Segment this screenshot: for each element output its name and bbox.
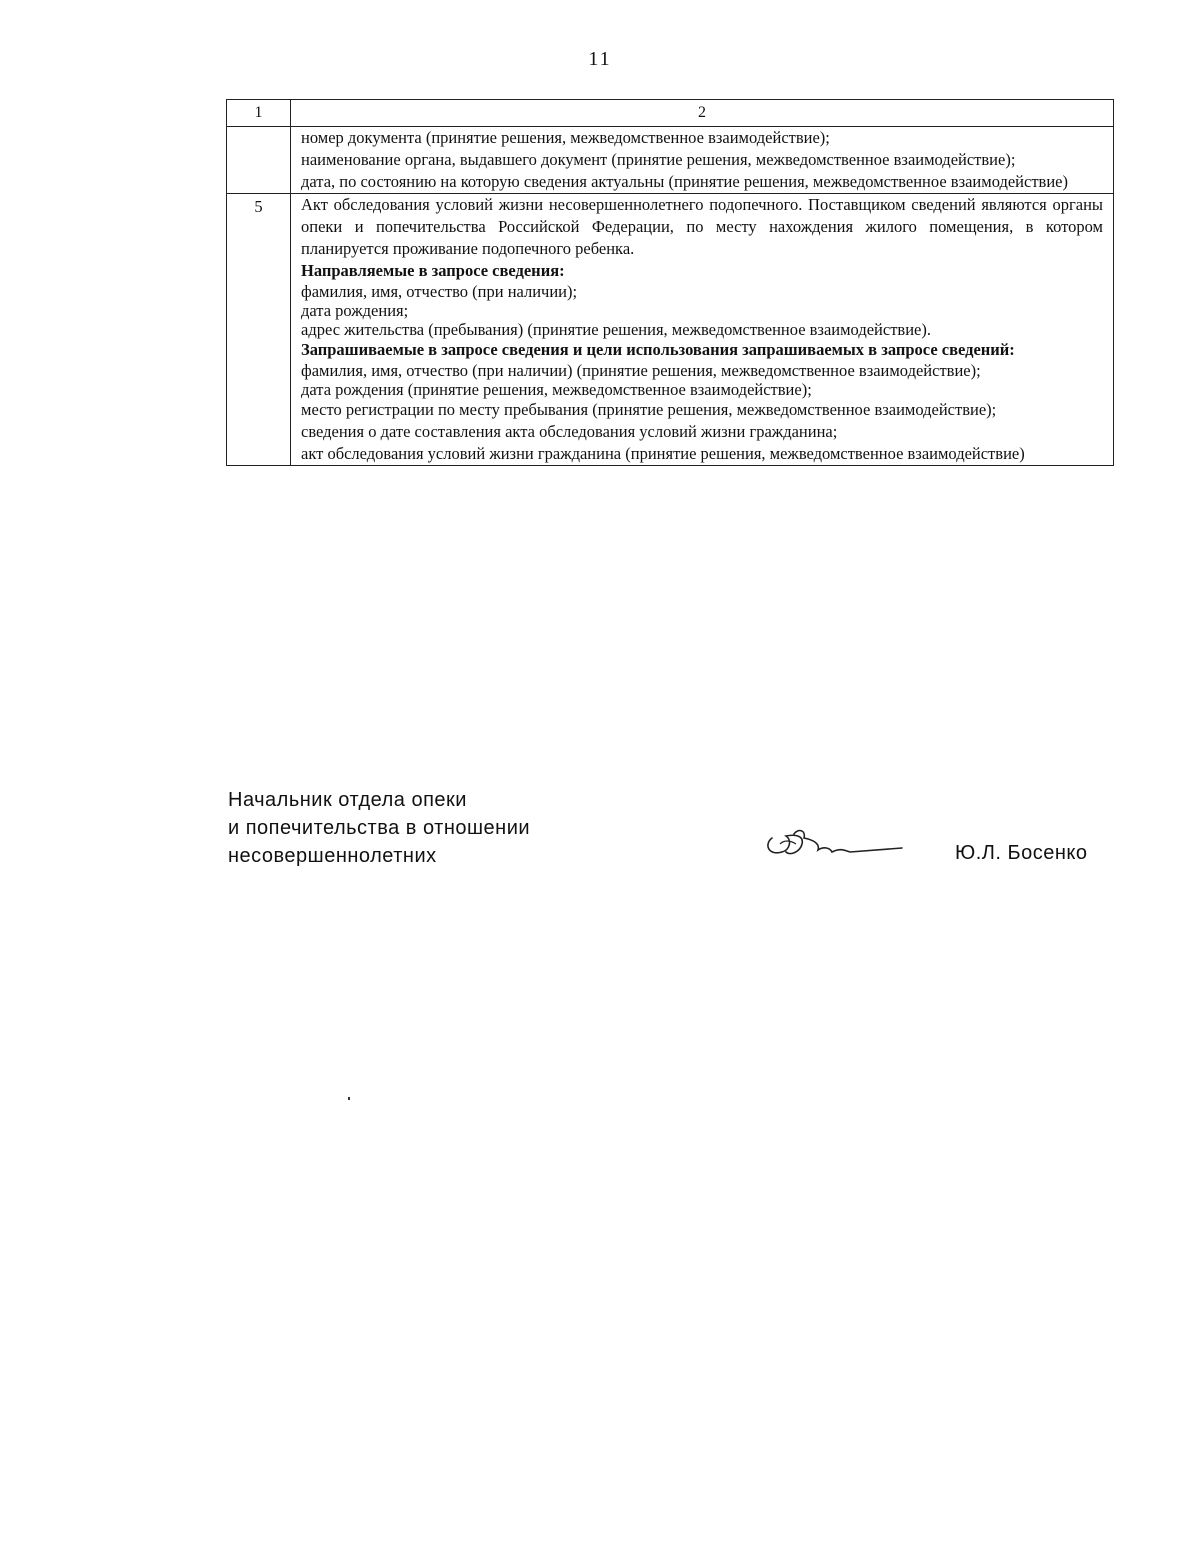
paragraph: акт обследования условий жизни гражданина (принятие решения, межведомственное взаимодействие) xyxy=(301,444,1025,463)
signer-position-line: несовершеннолетних xyxy=(228,845,437,867)
signer-position-line: Начальник отдела опеки xyxy=(228,789,467,811)
paragraph: дата рождения (принятие решения, межведомственное взаимодействие); xyxy=(301,380,812,399)
table-header-row xyxy=(227,100,1114,127)
paragraph: дата рождения; xyxy=(301,301,409,320)
row-content-cell xyxy=(291,127,1114,194)
paragraph: фамилия, имя, отчество (при наличии) (принятие решения, межведомственное взаимодействие); xyxy=(301,361,981,380)
section-heading: Запрашиваемые в запросе сведения и цели использования запрашиваемых в запросе сведений: xyxy=(301,340,1015,359)
signer-position-line: и попечительства в отношении xyxy=(228,817,531,839)
header-cell-1: 1 xyxy=(227,100,291,127)
paragraph: наименование органа, выдавшего документ (принятие решения, межведомственное взаимодействие); xyxy=(301,150,1016,169)
row-number-cell xyxy=(227,194,291,466)
paragraph: номер документа (принятие решения, межведомственное взаимодействие); xyxy=(301,128,830,147)
row-number: 5 xyxy=(254,197,263,216)
handwritten-signature xyxy=(760,822,910,872)
table-row xyxy=(227,127,1114,194)
paragraph: адрес жительства (пребывания) (принятие решения, межведомственное взаимодействие). xyxy=(301,320,931,339)
page-number: 11 xyxy=(588,48,612,70)
row-number xyxy=(237,127,280,129)
signer-position xyxy=(228,786,530,870)
row-content-cell xyxy=(291,194,1114,466)
row-number-cell xyxy=(227,127,291,194)
data-table xyxy=(226,99,1114,466)
header-cell-2: 2 xyxy=(291,100,1114,127)
paragraph: сведения о дате составления акта обследования условий жизни гражданина; xyxy=(301,422,838,441)
scan-speck xyxy=(348,1097,350,1100)
table-row xyxy=(227,194,1114,466)
signer-name: Ю.Л. Босенко xyxy=(955,842,1088,864)
paragraph: фамилия, имя, отчество (при наличии); xyxy=(301,282,578,301)
section-heading: Направляемые в запросе сведения: xyxy=(301,261,565,280)
paragraph: место регистрации по месту пребывания (принятие решения, межведомственное взаимодействие); xyxy=(301,400,997,419)
paragraph: дата, по состоянию на которую сведения актуальны (принятие решения, межведомственное взаимодействие) xyxy=(301,172,1068,191)
paragraph: Акт обследования условий жизни несовершеннолетнего подопечного. Поставщиком сведений являются органы опеки и попечительства Российской Федерации, по месту нахождения жилого помещения, в котором планируется проживание подопечного ребенка. xyxy=(301,195,1103,258)
